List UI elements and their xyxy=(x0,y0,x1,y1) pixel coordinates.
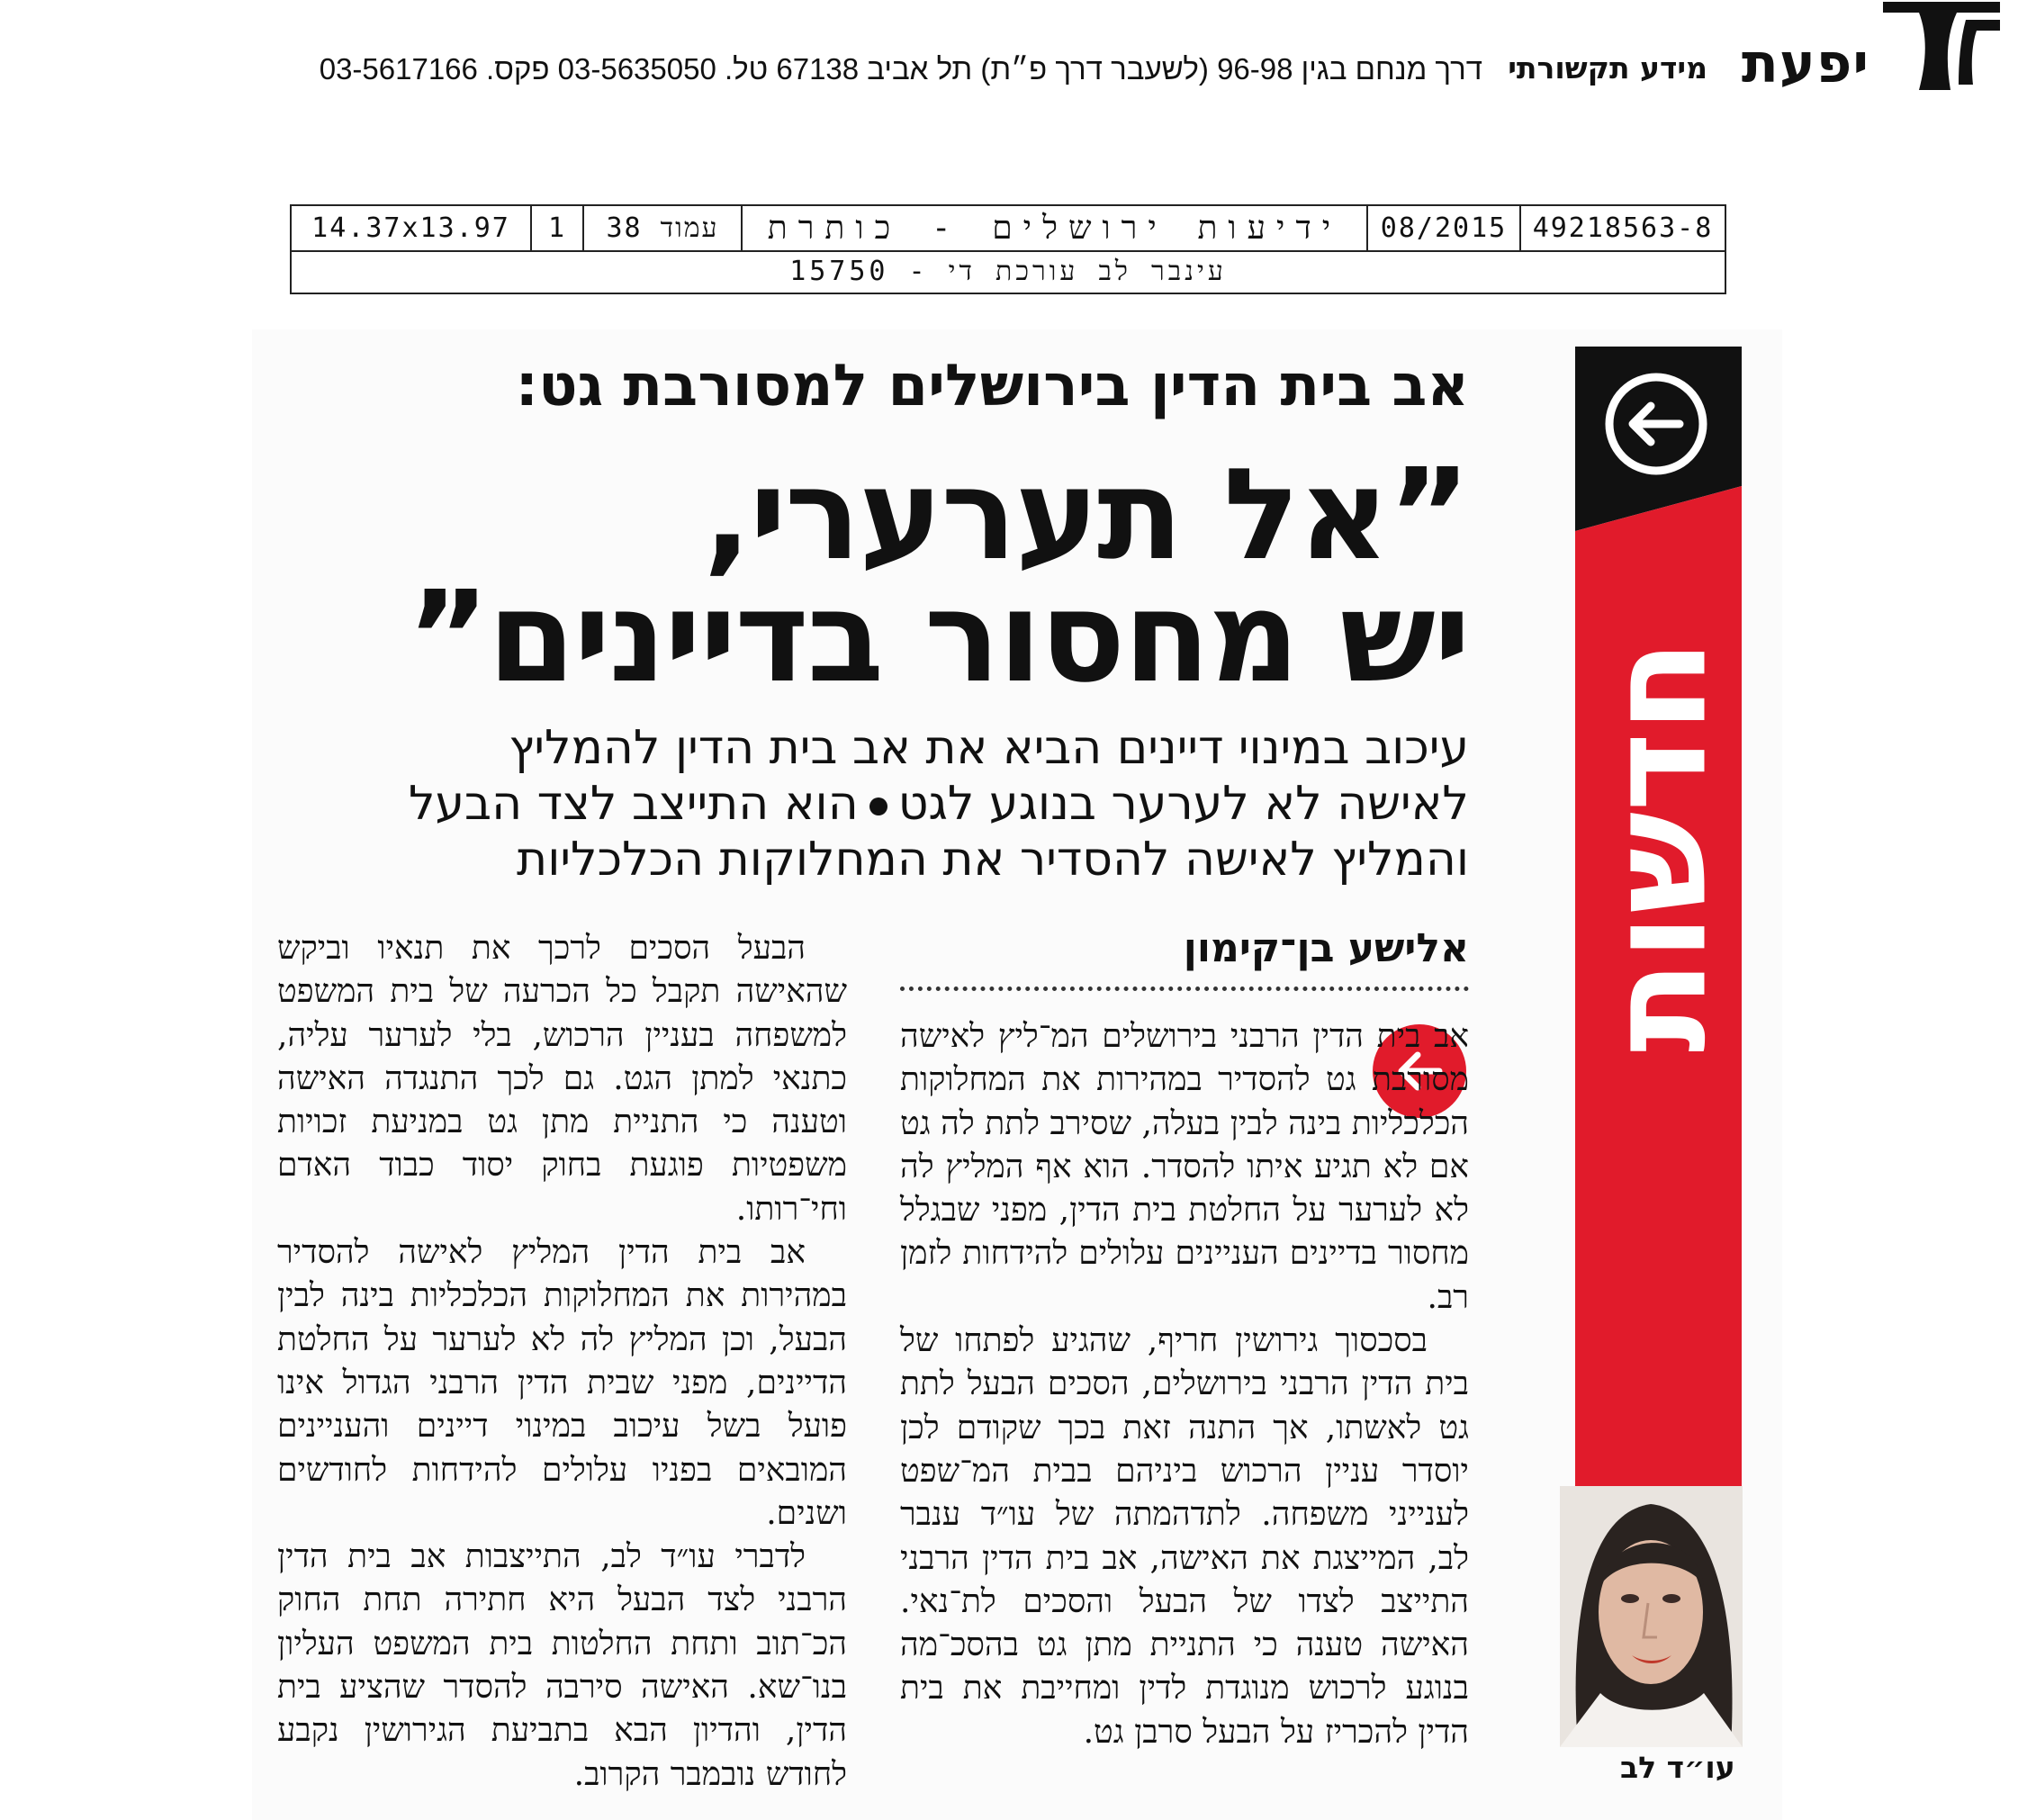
headline-line-1: ”אל תערערי, xyxy=(703,442,1469,589)
metadata-publication: ידיעות ירושלים - כותרת xyxy=(741,206,1366,250)
photo-caption: עו״ד לב xyxy=(1620,1750,1735,1785)
subhead-line-3: והמליץ לאישה להסדיר את המחלוקות הכלכליות xyxy=(517,833,1469,887)
article-byline: אלישע בן־קימון xyxy=(1183,925,1469,971)
article-kicker: אב בית הדין בירושלים למסורבת גט: xyxy=(515,353,1469,419)
agency-address: דרך מנחם בגין 96-98 (לשעבר דרך פ״ת) תל אביב 67138 טל. 03-5635050 פקס. 03-5617166 xyxy=(319,52,1482,86)
section-label-wrapper xyxy=(1577,576,1739,1116)
subhead-line-2b: הוא התייצב לצד הבעל xyxy=(408,777,859,831)
article-paragraph: לדברי עו״ד לב, התייצבות אב בית הדין הרבני לצד הבעל היא חתירה תחת החוק הכ־תוב ותחת החלטות בית המשפט העליון בנו־שא. האישה סירבה להסדר שהציע בית הדין, והדיון הבא בתביעת הגירושין נקבע לחודש נובמבר הקרוב. xyxy=(277,1538,847,1793)
metadata-client: עינבר לב עורכת די - 15750 xyxy=(789,256,1227,287)
article-paragraph: הבעל הסכים לרכך את תנאיו וביקש שהאישה תקבל כל הכרעה של בית המשפט למשפחה בעניין הרכוש, בלי לערער עליה, כתנאי למתן הגט. גם לכך התנגדה האישה וטענה כי התניית מתן גט במניעת זכויות משפטיות פוגעת בחוק יסוד כבוד האדם וחי־רותו. xyxy=(277,930,847,1228)
headline-line-2: יש מחסור בדיינים” xyxy=(406,564,1469,711)
subhead-line-2 xyxy=(408,776,1469,832)
yifat-logo-icon xyxy=(1883,0,2000,90)
metadata-row xyxy=(292,206,1725,252)
agency-logo-text: יפעת xyxy=(1741,32,1869,95)
article-body-left-column xyxy=(277,927,847,1797)
subhead-line-1: עיכוב במינוי דיינים הביא את אב בית הדין להמליץ xyxy=(509,721,1469,775)
metadata-page: עמוד 38 xyxy=(582,206,741,250)
metadata-id: 49218563-8 xyxy=(1519,206,1725,250)
article-paragraph: אב בית הדין הרבני בירושלים המ־ליץ לאישה מסורבת גט להסדיר במהירות את המחלוקות הכלכליות בינה לבין בעלה, שסירב לתת לה גט אם לא תגיע איתו להסדר. הוא אף המליץ לה לא לערער על החלטת בית הדין, מפני שבגלל מחסור בדיינים העניינים עלולים להידחות לזמן רב. xyxy=(900,1018,1469,1316)
article-headline xyxy=(406,442,1469,711)
agency-header xyxy=(162,0,2018,135)
byline-divider xyxy=(900,987,1469,991)
metadata-size: 14.37x13.97 xyxy=(311,212,510,244)
article-paragraph: בסכסוך גירושין חריף, שהגיע לפתחו של בית הדין הרבני בירושלים, הסכים הבעל לתת גט לאשתו, אך התנה זאת בכך שקודם לכן יוסדר עניין הרכוש ביניהם בבית המ־שפט לענייני משפחה. לתדהמתה של עו״ד ענבר לב, המייצגת את האישה, אב בית הדין הרבני התייצב לצדו של הבעל והסכים לת־נאי. האישה טענה כי התניית מתן גט בהסכ־מה בנוגע לרכוש מנוגדת לדין ומחייבת את בית הדין להכריז על הבעל סרבן גט. xyxy=(900,1322,1469,1751)
clipping-metadata-table xyxy=(290,204,1726,294)
portrait-photo xyxy=(1560,1486,1743,1747)
metadata-count: 1 xyxy=(530,206,582,250)
agency-tagline: מידע תקשורתי xyxy=(1508,50,1707,86)
article-subhead xyxy=(408,720,1469,887)
metadata-date: 08/2015 xyxy=(1366,206,1519,250)
subhead-line-2a: לאישה לא לערער בנוגע לגט xyxy=(897,777,1469,831)
article-body-right-column xyxy=(900,1015,1469,1754)
bullet-icon xyxy=(869,797,887,815)
article-paragraph: אב בית הדין המליץ לאישה להסדיר במהירות את המחלוקות הכלכליות בינה לבין הבעל, וכן המליץ לה לא לערער על החלטת הדיינים, מפני שבית הדין הרבני הגדול אינו פועל בשל עיכוב במינוי דיינים והעניינים המובאים בפניו עלולים להידחות לחודשים ושנים. xyxy=(277,1234,847,1532)
section-label: חדשות xyxy=(1580,639,1736,1053)
